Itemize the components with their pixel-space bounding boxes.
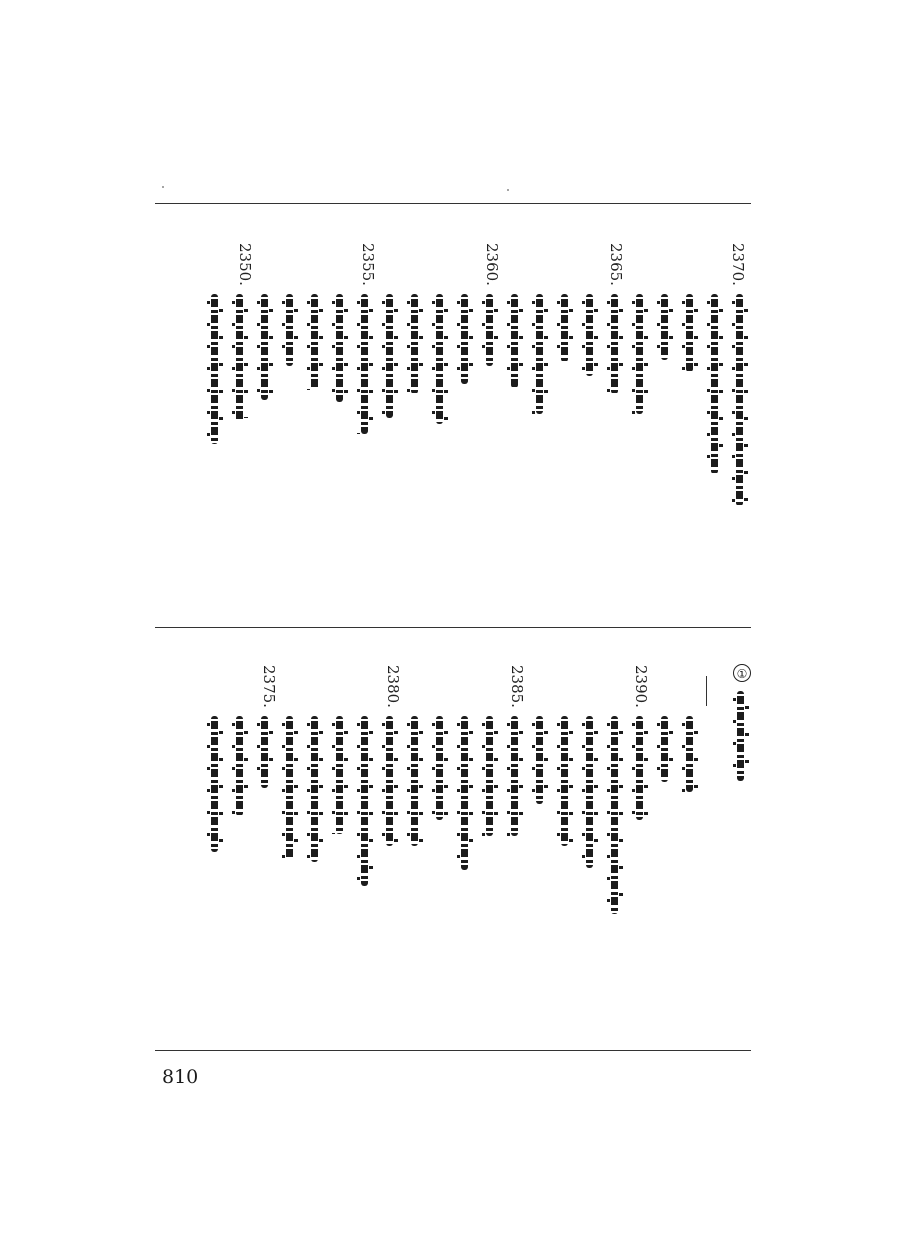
verse-line bbox=[505, 716, 525, 836]
script-glyph bbox=[436, 294, 443, 424]
script-glyph bbox=[661, 716, 668, 782]
script-glyph bbox=[736, 294, 743, 506]
script-glyph bbox=[486, 294, 493, 366]
script-glyph bbox=[611, 716, 618, 914]
line-number-2375: 2375. bbox=[260, 665, 278, 708]
script-glyph bbox=[737, 691, 744, 781]
script-glyph bbox=[536, 294, 543, 414]
verse-line bbox=[480, 294, 500, 366]
script-glyph bbox=[286, 294, 293, 366]
script-glyph bbox=[711, 294, 718, 474]
script-glyph bbox=[661, 294, 668, 360]
script-glyph bbox=[411, 294, 418, 394]
verse-line bbox=[230, 716, 250, 816]
footnote-text bbox=[731, 691, 751, 781]
line-number-2380: 2380. bbox=[384, 665, 402, 708]
script-glyph bbox=[561, 294, 568, 362]
verse-line bbox=[230, 294, 250, 422]
script-glyph bbox=[336, 294, 343, 402]
script-glyph bbox=[386, 294, 393, 418]
script-glyph bbox=[436, 716, 443, 820]
script-glyph bbox=[386, 716, 393, 846]
script-glyph bbox=[486, 716, 493, 836]
verse-line bbox=[505, 294, 525, 388]
verse-line bbox=[655, 294, 675, 360]
verse-line bbox=[555, 294, 575, 362]
script-glyph bbox=[336, 716, 343, 834]
verse-line bbox=[605, 294, 625, 394]
verse-line bbox=[655, 716, 675, 782]
script-glyph bbox=[211, 294, 218, 444]
script-glyph bbox=[586, 294, 593, 376]
verse-line bbox=[380, 716, 400, 846]
script-glyph bbox=[236, 294, 243, 422]
middle-rule bbox=[155, 627, 751, 628]
verse-line bbox=[580, 716, 600, 868]
verse-line bbox=[580, 294, 600, 376]
verse-line bbox=[680, 716, 700, 792]
verse-line bbox=[480, 716, 500, 836]
script-glyph bbox=[461, 294, 468, 384]
verse-line bbox=[255, 294, 275, 400]
line-number-2390: 2390. bbox=[632, 665, 650, 708]
verse-line bbox=[730, 294, 750, 506]
bottom-rule bbox=[155, 1050, 751, 1051]
verse-line bbox=[455, 294, 475, 384]
verse-line bbox=[680, 294, 700, 372]
page-number: 810 bbox=[162, 1066, 199, 1088]
script-glyph bbox=[561, 716, 568, 846]
line-number-2350: 2350. bbox=[236, 243, 254, 286]
line-number-2370: 2370. bbox=[729, 243, 747, 286]
script-glyph bbox=[261, 716, 268, 788]
script-glyph bbox=[461, 716, 468, 870]
line-number-2360: 2360. bbox=[483, 243, 501, 286]
script-glyph bbox=[211, 716, 218, 852]
footnote-rule bbox=[706, 676, 707, 706]
verse-line bbox=[430, 716, 450, 820]
verse-line bbox=[380, 294, 400, 418]
script-glyph bbox=[636, 716, 643, 820]
script-glyph bbox=[611, 294, 618, 394]
verse-line bbox=[280, 716, 300, 860]
script-glyph bbox=[311, 716, 318, 862]
script-glyph bbox=[511, 716, 518, 836]
script-glyph bbox=[361, 716, 368, 886]
script-glyph bbox=[311, 294, 318, 390]
verse-line bbox=[630, 716, 650, 820]
verse-line bbox=[330, 294, 350, 402]
print-speck bbox=[507, 189, 509, 191]
verse-line bbox=[280, 294, 300, 366]
verse-line bbox=[355, 294, 375, 434]
verse-line bbox=[705, 294, 725, 474]
script-glyph bbox=[511, 294, 518, 388]
verse-line bbox=[430, 294, 450, 424]
script-glyph bbox=[636, 294, 643, 414]
top-rule bbox=[155, 203, 751, 204]
script-glyph bbox=[236, 716, 243, 816]
script-glyph bbox=[261, 294, 268, 400]
line-number-2355: 2355. bbox=[359, 243, 377, 286]
script-glyph bbox=[686, 716, 693, 792]
verse-line bbox=[405, 294, 425, 394]
verse-line bbox=[605, 716, 625, 914]
script-glyph bbox=[411, 716, 418, 846]
line-number-2385: 2385. bbox=[508, 665, 526, 708]
verse-line bbox=[305, 716, 325, 862]
verse-line bbox=[405, 716, 425, 846]
line-number-2365: 2365. bbox=[607, 243, 625, 286]
verse-line bbox=[530, 294, 550, 414]
verse-line bbox=[205, 716, 225, 852]
print-speck bbox=[162, 186, 164, 188]
script-glyph bbox=[686, 294, 693, 372]
verse-line bbox=[255, 716, 275, 788]
script-glyph bbox=[586, 716, 593, 868]
footnote-marker: ① bbox=[733, 664, 751, 682]
verse-line bbox=[305, 294, 325, 390]
script-glyph bbox=[361, 294, 368, 434]
verse-line bbox=[630, 294, 650, 414]
verse-line bbox=[330, 716, 350, 834]
script-glyph bbox=[536, 716, 543, 804]
verse-line bbox=[530, 716, 550, 804]
verse-line bbox=[355, 716, 375, 886]
verse-line bbox=[205, 294, 225, 444]
verse-line bbox=[555, 716, 575, 846]
verse-line bbox=[455, 716, 475, 870]
script-glyph bbox=[286, 716, 293, 860]
